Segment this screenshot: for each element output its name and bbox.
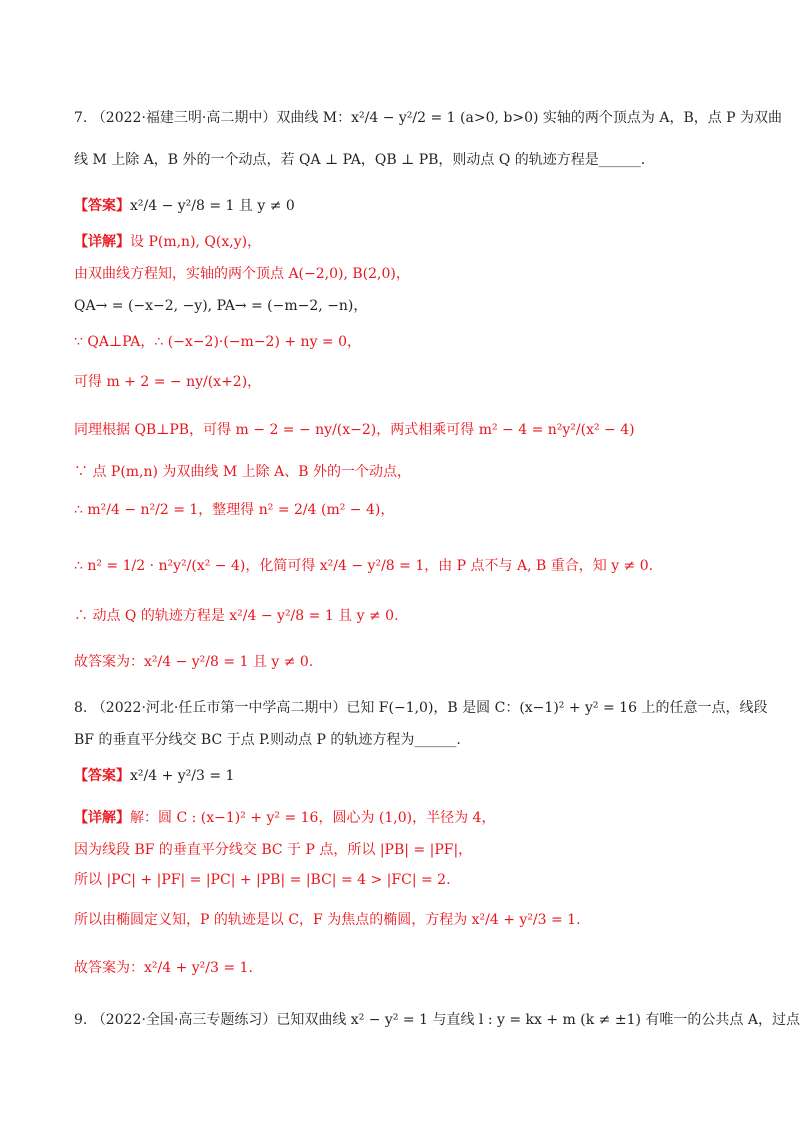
answer-label: 【答案】 [74,768,130,784]
detail-label: 【详解】 [74,234,130,250]
problem-7-detail-line-9: ∴ n² = 1/2 · n²y²/(x² − 4)，化简可得 x²/4 − y²/8 = 1，由 P 点不与 A, B 重合，知 y ≠ 0. [74,558,654,574]
problem-8-detail-line-4: 所以由椭圆定义知，P 的轨迹是以 C，F 为焦点的椭圆，方程为 x²/4 + y²/3 = 1. [74,912,581,928]
problem-7-stem-line2: 线 M 上除 A，B 外的一个动点，若 QA ⊥ PA，QB ⊥ PB，则动点 Q 的轨迹方程是______. [74,152,646,168]
problem-number: 9. [74,1012,88,1028]
answer-text: x²/4 − y²/8 = 1 且 y ≠ 0 [130,198,295,214]
problem-7-detail-line-4: ∵ QA⊥PA，∴ (−x−2)·(−m−2) + ny = 0， [74,334,362,350]
answer-label: 【答案】 [74,198,130,214]
problem-7-answer [74,196,740,216]
problem-source: （2022·全国·高三专题练习） [91,1012,277,1028]
problem-number: 8. [74,700,88,716]
problem-8-detail-line-5: 故答案为：x²/4 + y²/3 = 1. [74,960,253,976]
problem-7-detail-line-7: ∵ 点 P(m,n) 为双曲线 M 上除 A、B 外的一个动点， [74,464,411,480]
problem-7-detail-line-1: 【详解】设 P(m,n), Q(x,y)， [74,234,262,250]
problem-7-detail-line-6: 同理根据 QB⊥PB，可得 m − 2 = − ny/(x−2)，两式相乘可得 m² − 4 = n²y²/(x² − 4) [74,422,635,438]
problem-7-stem-line1: 7. （2022·福建三明·高二期中）双曲线 M：x²/4 − y²/2 = 1 (a>0, b>0) 实轴的两个顶点为 A，B，点 P 为双曲 [74,110,783,126]
problem-7-detail-line-10: ∴ 动点 Q 的轨迹方程是 x²/4 − y²/8 = 1 且 y ≠ 0. [74,608,399,624]
problem-source: （2022·福建三明·高二期中） [91,110,277,126]
problem-7-detail-line-5: 可得 m + 2 = − ny/(x+2)， [74,374,262,390]
problem-8-detail-line-3: 所以 |PC| + |PF| = |PC| + |PB| = |BC| = 4 > |FC| = 2. [74,872,451,888]
problem-9-stem-line1: 9. （2022·全国·高三专题练习）已知双曲线 x² − y² = 1 与直线 l : y = kx + m (k ≠ ±1) 有唯一的公共点 A，过点 [74,1012,800,1028]
problem-8-stem-line1: 8. （2022·河北·任丘市第一中学高二期中）已知 F(−1,0)，B 是圆 C：(x−1)² + y² = 16 上的任意一点，线段 [74,700,768,716]
problem-7-detail-line-11: 故答案为：x²/4 − y²/8 = 1 且 y ≠ 0. [74,654,314,670]
problem-number: 7. [74,110,88,126]
problem-7-detail-line-3: QA→ = (−x−2, −y), PA→ = (−m−2, −n)， [74,298,368,314]
problem-7-detail-line-2: 由双曲线方程知，实轴的两个顶点 A(−2,0), B(2,0)， [74,266,410,282]
answer-text: x²/4 + y²/3 = 1 [130,768,235,784]
problem-source: （2022·河北·任丘市第一中学高二期中） [91,700,347,716]
problem-8-answer [74,766,740,786]
detail-label: 【详解】 [74,810,130,826]
problem-7-detail-line-8: ∴ m²/4 − n²/2 = 1，整理得 n² = 2/4 (m² − 4)， [74,502,395,518]
problem-8-detail-line-2: 因为线段 BF 的垂直平分线交 BC 于 P 点，所以 |PB| = |PF|， [74,842,473,858]
problem-8-stem-line2: BF 的垂直平分线交 BC 于点 P.则动点 P 的轨迹方程为______. [74,732,461,748]
problem-8-detail-line-1: 【详解】解：圆 C : (x−1)² + y² = 16，圆心为 (1,0)，半径为 4， [74,810,496,826]
